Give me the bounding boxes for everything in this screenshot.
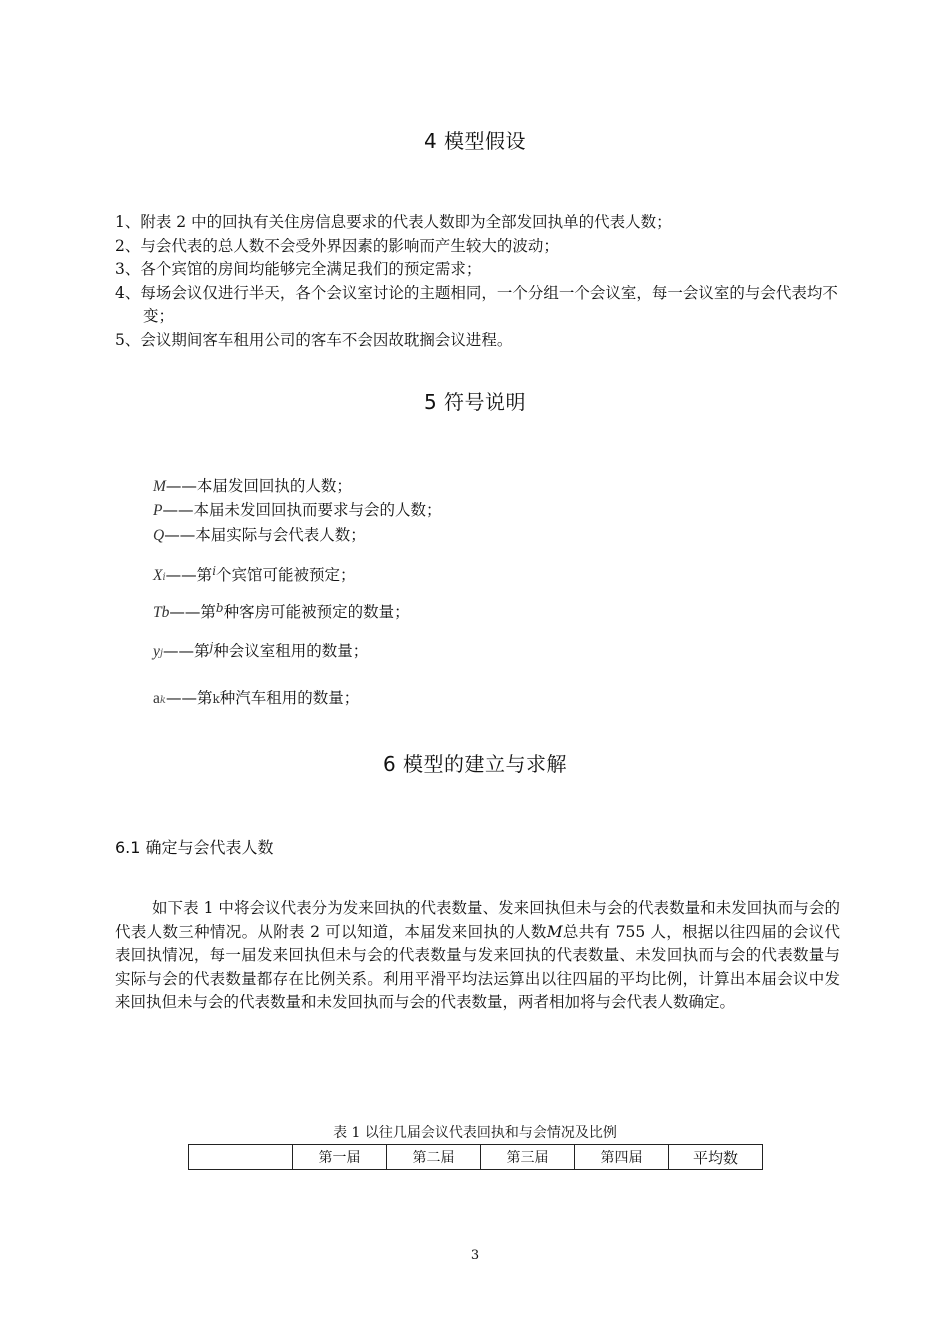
list-item: 4、每场会议仅进行半天，各个会议室讨论的主题相同，一个分组一个会议室，每一会议室的与会代表均不变； [115, 283, 838, 325]
symbol-desc: 种客房可能被预定的数量； [223, 603, 410, 621]
table-header-cell [189, 1145, 293, 1170]
symbol-desc: ——本届发回回执的人数； [165, 477, 352, 495]
table-caption: 表 1 以往几届会议代表回执和与会情况及比例 [333, 1125, 617, 1141]
table-header-cell: 平均数 [669, 1145, 763, 1170]
symbol-y [153, 639, 368, 661]
symbol-tb [153, 600, 410, 622]
symbol-q [153, 523, 366, 545]
paragraph-var: M [546, 922, 563, 941]
symbol-var: Q [153, 527, 165, 544]
symbol-sub: k [159, 695, 166, 706]
symbol-var: y [153, 643, 160, 660]
symbol-desc: 种会议室租用的数量； [213, 642, 369, 660]
section-4-title: 4 模型假设 [423, 129, 527, 153]
symbol-m [153, 474, 352, 496]
symbol-sub: j [159, 648, 163, 659]
symbol-desc: ——本届实际与会代表人数； [164, 526, 366, 544]
list-item: 5、会议期间客车租用公司的客车不会因故耽搁会议进程。 [115, 330, 513, 349]
symbol-var: X [153, 567, 163, 584]
body-paragraph [115, 897, 840, 1015]
symbol-index: i [212, 564, 217, 578]
table-row [189, 1145, 763, 1170]
symbol-index: j [209, 640, 214, 654]
symbol-sub: i [162, 572, 166, 583]
symbol-index: b [215, 601, 224, 615]
symbol-var: P [153, 502, 163, 519]
page-number: 3 [470, 1248, 480, 1263]
symbol-desc: ——第 [165, 566, 213, 584]
table-header-cell: 第一届 [293, 1145, 387, 1170]
subsection-6-1-title: 6.1 确定与会代表人数 [115, 838, 274, 857]
list-item: 3、各个宾馆的房间均能够完全满足我们的预定需求； [115, 260, 482, 278]
list-item: 1、附表 2 中的回执有关住房信息要求的代表人数即为全部发回执单的代表人数； [115, 213, 672, 231]
symbol-var: Tb [153, 604, 170, 621]
symbol-desc: 个宾馆可能被预定； [216, 566, 356, 584]
symbol-x [153, 563, 356, 585]
symbol-desc: ——第 [169, 603, 216, 621]
symbol-desc: ——第 [165, 689, 213, 707]
section-6-title: 6 模型的建立与求解 [382, 752, 568, 776]
symbol-var: a [153, 690, 160, 707]
symbol-a [153, 686, 359, 708]
symbol-index: k [212, 692, 220, 706]
section-5-title: 5 符号说明 [423, 390, 527, 414]
assumption-list [115, 211, 840, 352]
symbol-desc: ——本届未发回回执而要求与会的人数； [162, 501, 442, 519]
table-header-cell: 第四届 [575, 1145, 669, 1170]
table-header-cell: 第二届 [387, 1145, 481, 1170]
data-table [188, 1144, 763, 1170]
paragraph-text: 总共有 755 人，根据以往四届的会议代表回执情况，每一届发来回执但未与会的代表数量与发来回执的代表数量、未发回执而与会的代表数量与实际与会的代表数量都存在比例关系。利用平滑平均法运算出以往四届的平均比例，计算出本届会议中发来回执但未与会的代表数量和未发回执而与会的代表数量，两者相加将与会代表人数确定。 [115, 922, 840, 1011]
symbol-desc: ——第 [163, 642, 210, 660]
list-item: 2、与会代表的总人数不会受外界因素的影响而产生较大的波动； [115, 236, 559, 255]
symbol-var: M [153, 478, 166, 495]
symbol-p [153, 498, 441, 520]
symbol-desc: 种汽车租用的数量； [219, 689, 360, 707]
table-header-cell: 第三届 [481, 1145, 575, 1170]
paragraph-text: 如下表 1 中将会议代表分为发来回执的代表数量、发来回执但未与会的代表数量和未发回执而与会的代表人数三种情况。从附表 2 可以知道，本届发来回执的人数 [115, 899, 840, 941]
